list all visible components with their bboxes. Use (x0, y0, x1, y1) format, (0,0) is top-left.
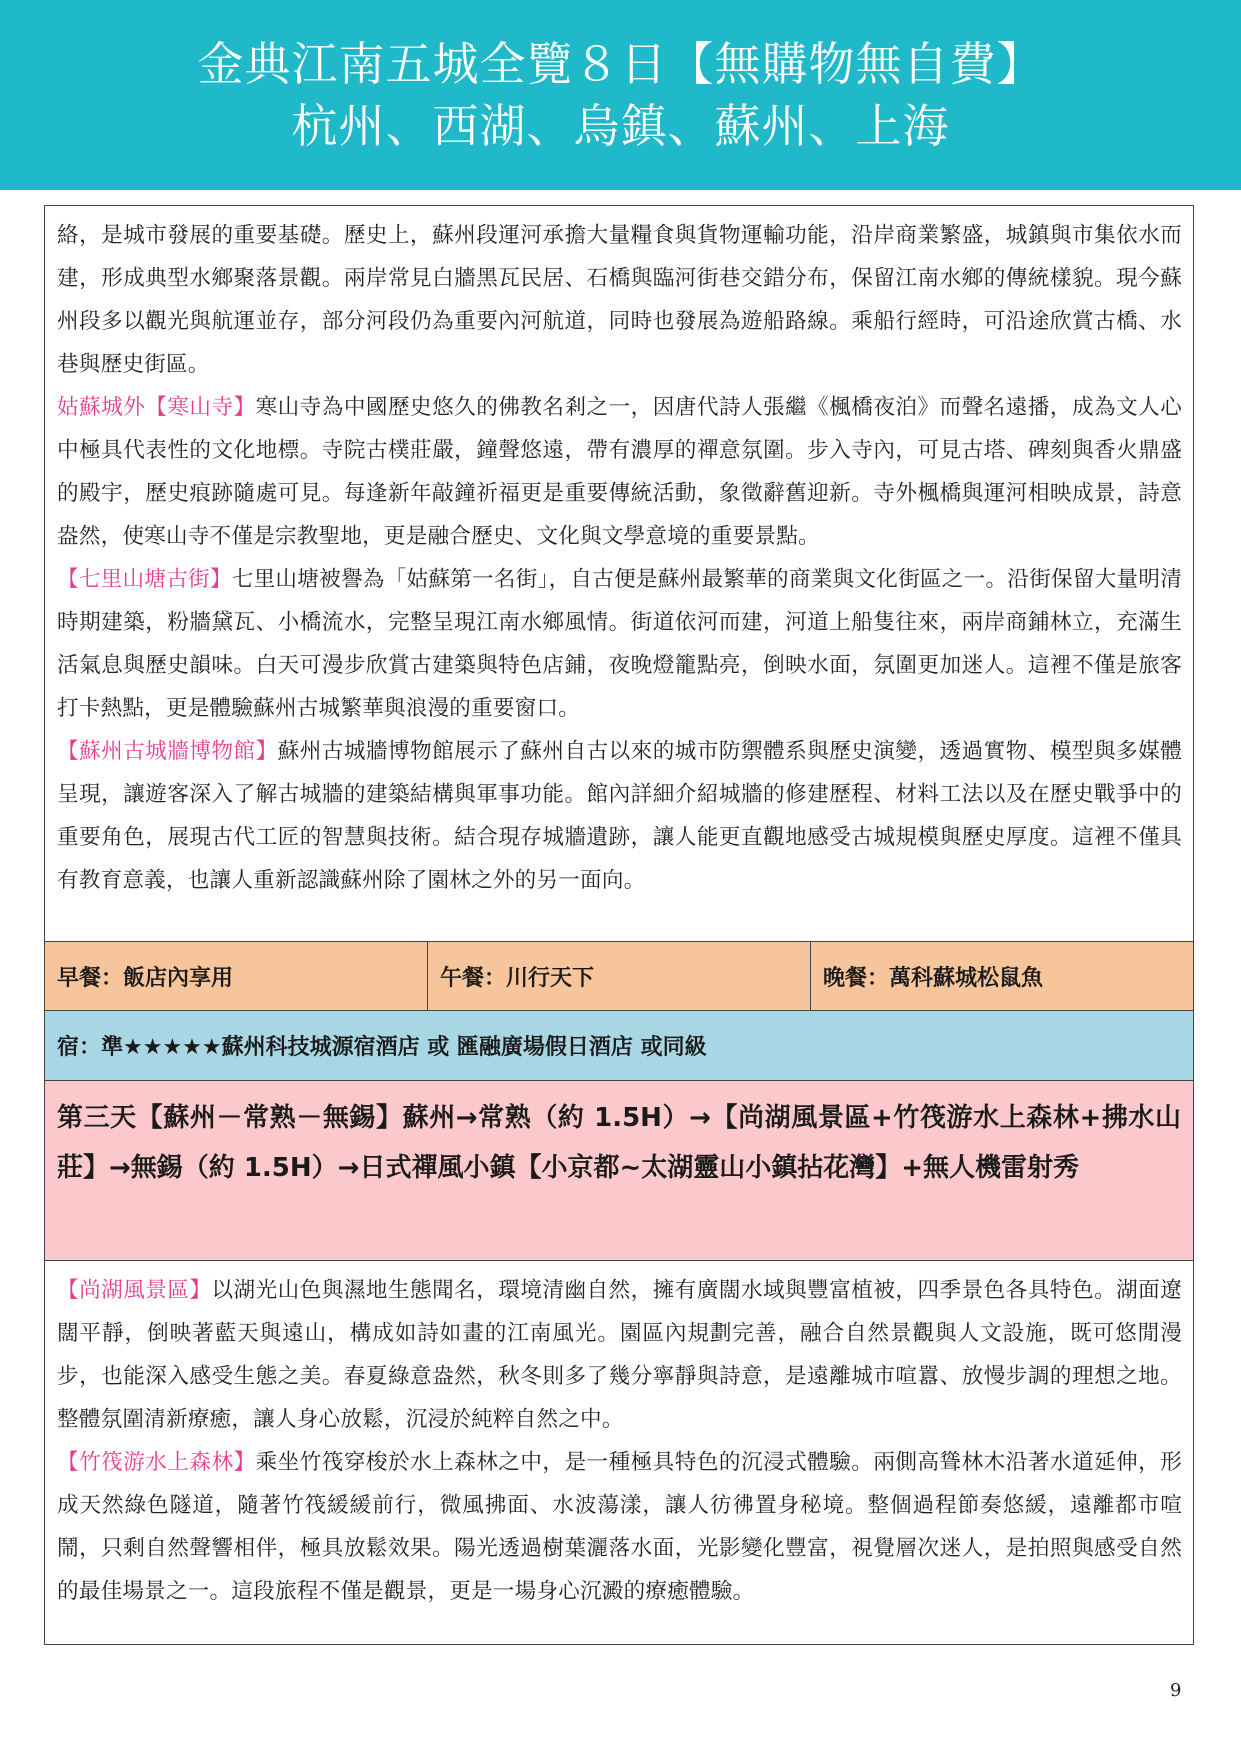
attraction-title: 【竹筏游水上森林】 (57, 1450, 256, 1475)
attraction-title: 【蘇州古城牆博物館】 (57, 739, 278, 764)
page-header (0, 0, 1241, 190)
attraction-title: 姑蘇城外【寒山寺】 (57, 395, 256, 420)
day3-attractions-section (45, 1261, 1193, 1613)
day3-title: 第三天【蘇州－常熟－無錫】蘇州→常熟（約 1.5H）→【尚湖風景區+竹筏游水上森林+拂水山莊】→無錫（約 1.5H）→日式禪風小鎮【小京都~太湖靈山小鎮拈花灣】+無人機雷射秀 (57, 1103, 1181, 1183)
attraction-text: 寒山寺為中國歷史悠久的佛教名剎之一，因唐代詩人張繼《楓橋夜泊》而聲名遠播，成為文人心中極具代表性的文化地標。寺院古樸莊嚴，鐘聲悠遠，帶有濃厚的禪意氛圍。步入寺內，可見古塔、碑刻與香火鼎盛的殿宇，歷史痕跡隨處可見。每逢新年敲鐘祈福更是重要傳統活動，象徵辭舊迎新。寺外楓橋與運河相映成景，詩意盎然，使寒山寺不僅是宗教聖地，更是融合歷史、文化與文學意境的重要景點。 (57, 395, 1182, 549)
attraction-paragraph (57, 558, 1182, 730)
day2-attractions-section (45, 206, 1193, 902)
attraction-paragraph (57, 1441, 1182, 1613)
hotel-row: 宿：準★★★★★蘇州科技城源宿酒店 或 匯融廣場假日酒店 或同級 (45, 1011, 1193, 1081)
itinerary-table (44, 205, 1194, 1645)
intro-paragraph (57, 214, 1182, 386)
dinner-cell: 晚餐：萬科蘇城松鼠魚 (823, 965, 1044, 991)
header-title-line-2: 杭州、西湖、烏鎮、蘇州、上海 (291, 99, 950, 153)
header-title-line-1: 金典江南五城全覽８日【無購物無自費】 (197, 37, 1044, 91)
attraction-text: 七里山塘被譽為「姑蘇第一名街」，自古便是蘇州最繁華的商業與文化街區之一。沿街保留大量明清時期建築，粉牆黛瓦、小橋流水，完整呈現江南水鄉風情。街道依河而建，河道上船隻往來，兩岸商鋪林立，充滿生活氣息與歷史韻味。白天可漫步欣賞古建築與特色店鋪，夜晚燈籠點亮，倒映水面，氛圍更加迷人。這裡不僅是旅客打卡熱點，更是體驗蘇州古城繁華與浪漫的重要窗口。 (57, 567, 1182, 721)
attraction-text: 乘坐竹筏穿梭於水上森林之中，是一種極具特色的沉浸式體驗。兩側高聳林木沿著水道延伸，形成天然綠色隧道，隨著竹筏緩緩前行，微風拂面、水波蕩漾，讓人彷彿置身秘境。整個過程節奏悠緩，遠離都市喧鬧，只剩自然聲響相伴，極具放鬆效果。陽光透過樹葉灑落水面，光影變化豐富，視覺層次迷人，是拍照與感受自然的最佳場景之一。這段旅程不僅是觀景，更是一場身心沉澱的療癒體驗。 (57, 1450, 1182, 1604)
day3-header (45, 1081, 1193, 1261)
attraction-paragraph (57, 730, 1182, 902)
attraction-title: 【七里山塘古街】 (57, 567, 232, 592)
attraction-paragraph (57, 386, 1182, 558)
breakfast-cell: 早餐：飯店內享用 (45, 942, 428, 1010)
attraction-text: 以湖光山色與濕地生態聞名，環境清幽自然，擁有廣闊水域與豐富植被，四季景色各具特色。湖面遼闊平靜，倒映著藍天與遠山，構成如詩如畫的江南風光。園區內規劃完善，融合自然景觀與人文設施，既可悠閒漫步，也能深入感受生態之美。春夏綠意盎然，秋冬則多了幾分寧靜與詩意，是遠離城市喧囂、放慢步調的理想之地。整體氛圍清新療癒，讓人身心放鬆，沉浸於純粹自然之中。 (57, 1278, 1182, 1432)
page-number: 9 (1170, 1680, 1182, 1701)
attraction-paragraph (57, 1269, 1182, 1441)
lunch-cell: 午餐：川行天下 (428, 942, 811, 1010)
meals-row (45, 941, 1193, 1011)
intro-text: 絡，是城市發展的重要基礎。歷史上，蘇州段運河承擔大量糧食與貨物運輸功能，沿岸商業繁盛，城鎮與市集依水而建，形成典型水鄉聚落景觀。兩岸常見白牆黑瓦民居、石橋與臨河街巷交錯分布，保留江南水鄉的傳統樣貌。現今蘇州段多以觀光與航運並存，部分河段仍為重要內河航道，同時也發展為遊船路線。乘船行經時，可沿途欣賞古橋、水巷與歷史街區。 (57, 223, 1182, 377)
attraction-text: 蘇州古城牆博物館展示了蘇州自古以來的城市防禦體系與歷史演變，透過實物、模型與多媒體呈現，讓遊客深入了解古城牆的建築結構與軍事功能。館內詳細介紹城牆的修建歷程、材料工法以及在歷史戰爭中的重要角色，展現古代工匠的智慧與技術。結合現存城牆遺跡，讓人能更直觀地感受古城規模與歷史厚度。這裡不僅具有教育意義，也讓人重新認識蘇州除了園林之外的另一面向。 (57, 739, 1182, 893)
attraction-title: 【尚湖風景區】 (57, 1278, 212, 1303)
